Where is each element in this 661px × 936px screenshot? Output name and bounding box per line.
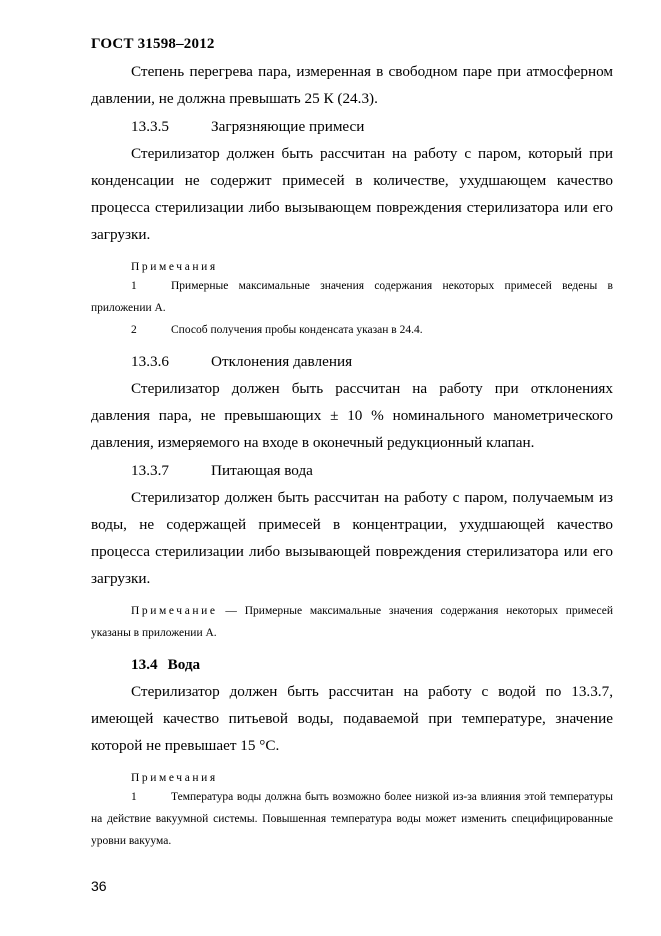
paragraph-superheat: Степень перегрева пара, измеренная в свободном паре при атмосферном давлении, не должна превышать 25 К (24.3). — [91, 63, 613, 107]
section-title: Отклонения давления — [211, 353, 353, 370]
section-title: Загрязняющие примеси — [211, 118, 365, 135]
note-item — [91, 786, 613, 852]
note-number: 1 — [131, 280, 137, 292]
section-number: 13.3.5 — [131, 118, 169, 135]
note-label: Примечание — [131, 605, 218, 617]
note-inline — [91, 600, 613, 644]
section-13-3-6 — [91, 348, 613, 375]
note-number: 1 — [131, 791, 137, 803]
document-body — [91, 58, 613, 852]
notes-title: Примечания — [131, 772, 218, 784]
section-title: Вода — [167, 656, 201, 673]
paragraph-water: Стерилизатор должен быть рассчитан на работу с водой по 13.3.7, имеющей качество питьевой воды, подаваемой при температуре, значение которой не превышает 15 °С. — [91, 683, 613, 754]
notes-title: Примечания — [131, 261, 218, 273]
paragraph-contaminants: Стерилизатор должен быть рассчитан на работу с паром, который при конденсации не содержит примесей в количестве, ухудшающем качество процесса стерилизации либо вызывающем повреждения стерилизатора или его загрузки. — [91, 145, 613, 243]
section-13-4 — [91, 651, 613, 678]
section-title: Питающая вода — [211, 462, 313, 479]
paragraph-feedwater: Стерилизатор должен быть рассчитан на работу с паром, получаемым из воды, не содержащей примесей в концентрации, ухудшающей качество процесса стерилизации либо вызывающей повреждения стерилизатора или его загрузки. — [91, 489, 613, 587]
paragraph-pressure: Стерилизатор должен быть рассчитан на работу при отклонениях давления пара, не превышающих ± 10 % номинального манометрического давления, измеряемого на входе в оконечный редукционный клапан. — [91, 380, 613, 451]
note-number: 2 — [131, 324, 137, 336]
note-text: Примерные максимальные значения содержания некоторых примесей ведены в приложении А. — [91, 280, 613, 314]
section-13-3-7 — [91, 457, 613, 484]
note-text: — Примерные максимальные значения содержания некоторых примесей указаны в приложении А. — [91, 605, 613, 639]
section-number: 13.3.6 — [131, 353, 169, 370]
section-13-3-5 — [91, 113, 613, 140]
section-number: 13.3.7 — [131, 462, 169, 479]
note-item — [91, 319, 613, 341]
page-number: 36 — [91, 878, 107, 894]
note-text: Температура воды должна быть возможно более низкой из-за влияния этой температуры на действие вакуумной системы. Повышенная температура воды может изменить специфицированные уровни вакуума. — [91, 791, 613, 847]
note-text: Способ получения пробы конденсата указан в 24.4. — [171, 324, 423, 336]
note-item — [91, 275, 613, 319]
document-header: ГОСТ 31598–2012 — [91, 36, 215, 52]
section-number: 13.4 — [131, 656, 158, 673]
